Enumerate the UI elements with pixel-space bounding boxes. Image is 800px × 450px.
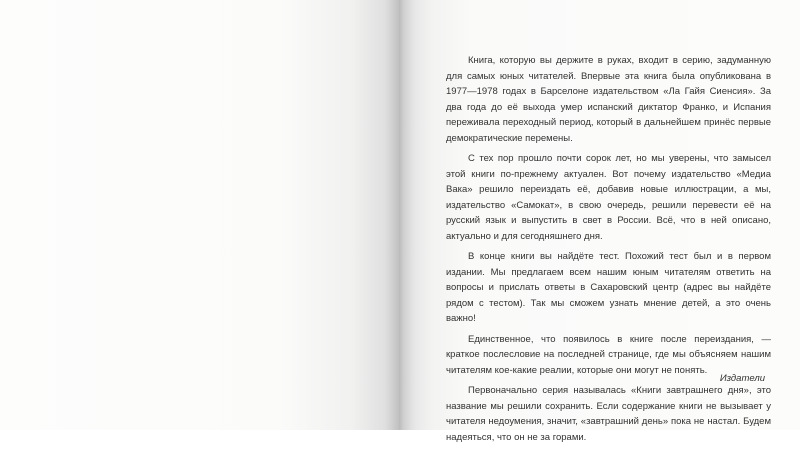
paragraph: С тех пор прошло почти сорок лет, но мы уверены, что замысел этой книги по-прежнему актуален. Вот почему издательство «Медиа Вака» решило переиздать её, добавив новые иллюстрации, а мы, издательство «Самокат», в свою очередь, решили перевести её на русский язык и выпустить в свет в России. Всё, что в ней описано, актуально и для сегодняшнего дня. [446,153,771,242]
paragraph: Единственное, что появилось в книге после переиздания, — краткое послесловие на последней странице, где мы объясняем нашим читателям кое-какие реалии, которые они могут не понять. [446,333,771,376]
signature: Издатели [719,373,765,384]
paragraph: В конце книги вы найдёте тест. Похожий тест был и в первом издании. Мы предлагаем всем нашим юным читателям ответить на вопросы и прислать ответы в Сахаровский центр (адрес вы найдёте рядом с тестом). Так мы сможем узнать мнение детей, а это очень важно! [446,251,771,324]
paragraph: Книга, которую вы держите в руках, входит в серию, задуманную для самых юных читателей. Впервые эта книга была опубликована в 1977—1978 годах в Барселоне издательством «Ла Гайя Сиенсия». За два года до её выхода умер испанский диктатор Франко, и Испания переживала переходный период, который в дальнейшем принёс первые демократические перемены. [446,55,771,144]
left-page [0,0,400,430]
paragraph: Первоначально серия называлась «Книги завтрашнего дня», это название мы решили сохранить. Если содержание книги не вызывает у читателя недоумения, значит, «завтрашний день» пока не настал. Будем надеяться, что он не за горами. [446,385,771,443]
publisher-note [446,53,771,450]
